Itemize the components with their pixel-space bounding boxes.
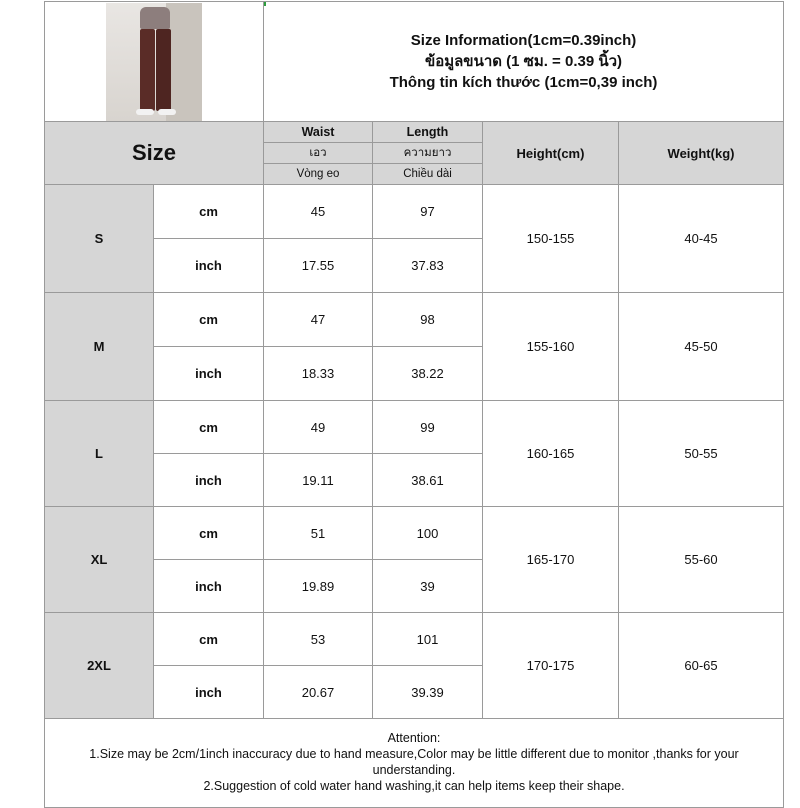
unit-cm: cm [154, 507, 264, 560]
size-row-cm [45, 613, 784, 666]
size-row-cm [45, 507, 784, 560]
size-label: S [45, 185, 154, 293]
size-chart-table [44, 1, 784, 808]
weight-range: 60-65 [619, 613, 784, 719]
length-cm: 101 [373, 613, 483, 666]
size-row-cm [45, 185, 784, 239]
length-inch: 37.83 [373, 239, 483, 293]
height-range: 155-160 [483, 293, 619, 401]
unit-inch: inch [154, 666, 264, 719]
weight-header: Weight(kg) [619, 122, 784, 185]
attention-title: Attention: [387, 731, 441, 745]
length-inch: 39.39 [373, 666, 483, 719]
height-header: Height(cm) [483, 122, 619, 185]
attention-line-2: 2.Suggestion of cold water hand washing,it can help items keep their shape. [203, 779, 625, 793]
weight-range: 40-45 [619, 185, 784, 293]
weight-range: 50-55 [619, 401, 784, 507]
size-label: M [45, 293, 154, 401]
waist-inch: 18.33 [264, 347, 373, 401]
waist-inch: 19.11 [264, 454, 373, 507]
weight-range: 55-60 [619, 507, 784, 613]
info-english: Size Information(1cm=0.39inch) [410, 32, 637, 49]
unit-inch: inch [154, 347, 264, 401]
height-range: 165-170 [483, 507, 619, 613]
unit-inch: inch [154, 239, 264, 293]
length-cm: 97 [373, 185, 483, 239]
size-row-cm [45, 293, 784, 347]
size-column-title: Size [45, 122, 264, 185]
attention-line-1: 1.Size may be 2cm/1inch inaccuracy due to hand measure,Color may be little different due to monitor ,thanks for your understanding. [89, 747, 739, 777]
waist-inch: 20.67 [264, 666, 373, 719]
height-range: 150-155 [483, 185, 619, 293]
length-inch: 39 [373, 560, 483, 613]
waist-cm: 51 [264, 507, 373, 560]
length-header-thai: ความยาว [373, 143, 483, 164]
unit-inch: inch [154, 560, 264, 613]
unit-cm: cm [154, 293, 264, 347]
size-label: XL [45, 507, 154, 613]
waist-header: Waist [264, 122, 373, 143]
length-inch: 38.61 [373, 454, 483, 507]
waist-cm: 47 [264, 293, 373, 347]
length-cm: 98 [373, 293, 483, 347]
waist-cm: 49 [264, 401, 373, 454]
unit-cm: cm [154, 401, 264, 454]
length-header-vietnamese: Chiều dài [373, 164, 483, 185]
info-thai: ข้อมูลขนาด (1 ซม. = 0.39 นิ้ว) [424, 53, 623, 70]
length-header: Length [373, 122, 483, 143]
waist-header-thai: เอว [264, 143, 373, 164]
product-photo [106, 3, 202, 121]
waist-cm: 53 [264, 613, 373, 666]
length-cm: 100 [373, 507, 483, 560]
unit-inch: inch [154, 454, 264, 507]
product-photo-cell [45, 2, 264, 122]
waist-inch: 19.89 [264, 560, 373, 613]
unit-cm: cm [154, 185, 264, 239]
info-vietnamese: Thông tin kích thước (1cm=0,39 inch) [389, 74, 658, 91]
length-cm: 99 [373, 401, 483, 454]
length-inch: 38.22 [373, 347, 483, 401]
waist-header-vietnamese: Vòng eo [264, 164, 373, 185]
height-range: 160-165 [483, 401, 619, 507]
waist-inch: 17.55 [264, 239, 373, 293]
waist-cm: 45 [264, 185, 373, 239]
height-range: 170-175 [483, 613, 619, 719]
unit-cm: cm [154, 613, 264, 666]
size-label: 2XL [45, 613, 154, 719]
size-label: L [45, 401, 154, 507]
size-information-heading [264, 2, 784, 122]
weight-range: 45-50 [619, 293, 784, 401]
size-row-cm [45, 401, 784, 454]
attention-note [45, 719, 784, 808]
